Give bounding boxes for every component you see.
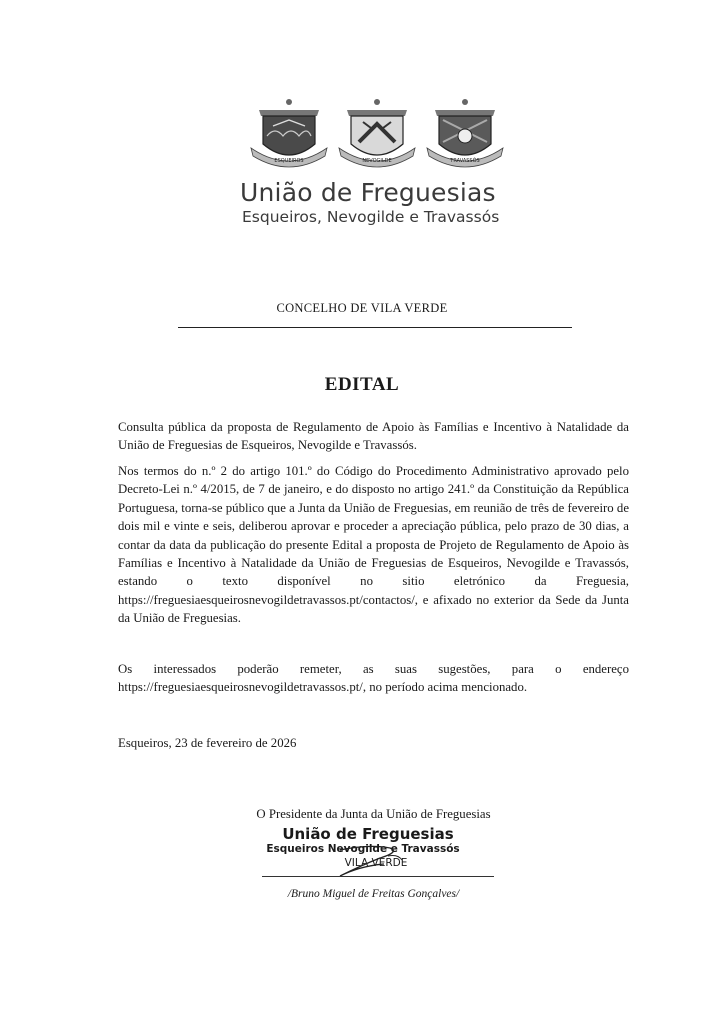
crest-ribbon-text: NEVOGILDE bbox=[362, 158, 392, 164]
signer-name: /Bruno Miguel de Freitas Gonçalves/ bbox=[287, 888, 460, 900]
crest-ribbon-text: TRAVASSÓS bbox=[450, 158, 480, 164]
org-logo-text bbox=[240, 178, 530, 226]
crests-group bbox=[245, 96, 507, 176]
crest-nevogilde bbox=[339, 99, 415, 167]
signature-line bbox=[262, 876, 494, 877]
paragraph-submissions: Os interessados poderão remeter, as suas sugestões, para o endereço https://freguesiaesqueirosnevogildetravassos.pt/, no período acima mencionado. bbox=[118, 662, 629, 695]
council-heading: CONCELHO DE VILA VERDE bbox=[276, 301, 448, 315]
crest-esqueiros bbox=[251, 99, 327, 167]
council-divider bbox=[178, 327, 572, 328]
stamp-line-2: Esqueiros Nevogilde e Travassós bbox=[266, 843, 460, 855]
paragraph-subject: Consulta pública da proposta de Regulamento de Apoio às Famílias e Incentivo à Natalidade da União de Freguesias de Esqueiros, Nevogilde e Travassós. bbox=[118, 420, 629, 453]
crest-travassos bbox=[427, 99, 503, 167]
date-line: Esqueiros, 23 de fevereiro de 2026 bbox=[118, 736, 297, 750]
org-subtitle: Esqueiros, Nevogilde e Travassós bbox=[242, 208, 500, 226]
page-title: EDITAL bbox=[324, 374, 400, 395]
stamp-line-3: VILA VERDE bbox=[344, 857, 408, 869]
org-name: União de Freguesias bbox=[240, 178, 496, 207]
president-title: O Presidente da Junta da União de Freguesias bbox=[256, 807, 491, 821]
crest-ribbon-text: ESQUEIROS bbox=[274, 158, 304, 164]
stamp-line-1: União de Freguesias bbox=[282, 825, 454, 843]
paragraph-main: Nos termos do n.º 2 do artigo 101.º do Código do Procedimento Administrativo aprovado pelo Decreto-Lei n.º 4/2015, de 7 de janeiro, e do disposto no artigo 241.º da Constituição da República Portuguesa, torna-se público que a Junta da União de Freguesias, em reunião de três de fevereiro de dois mil e vinte e seis, deliberou aprovar e proceder a apreciação pública, pelo prazo de 30 dias, a contar da data da publicação do presente Edital a proposta de Projeto de Regulamento de Apoio às Famílias e Incentivo à Natalidade da União de Freguesias de Esqueiros, Nevogilde e Travassós, estando o texto disponível no sitio eletrónico da Freguesia, https://freguesiaesqueirosnevogildetravassos.pt/contactos/, e afixado no exterior da Sede da Junta da União de Freguesias. bbox=[118, 464, 629, 626]
